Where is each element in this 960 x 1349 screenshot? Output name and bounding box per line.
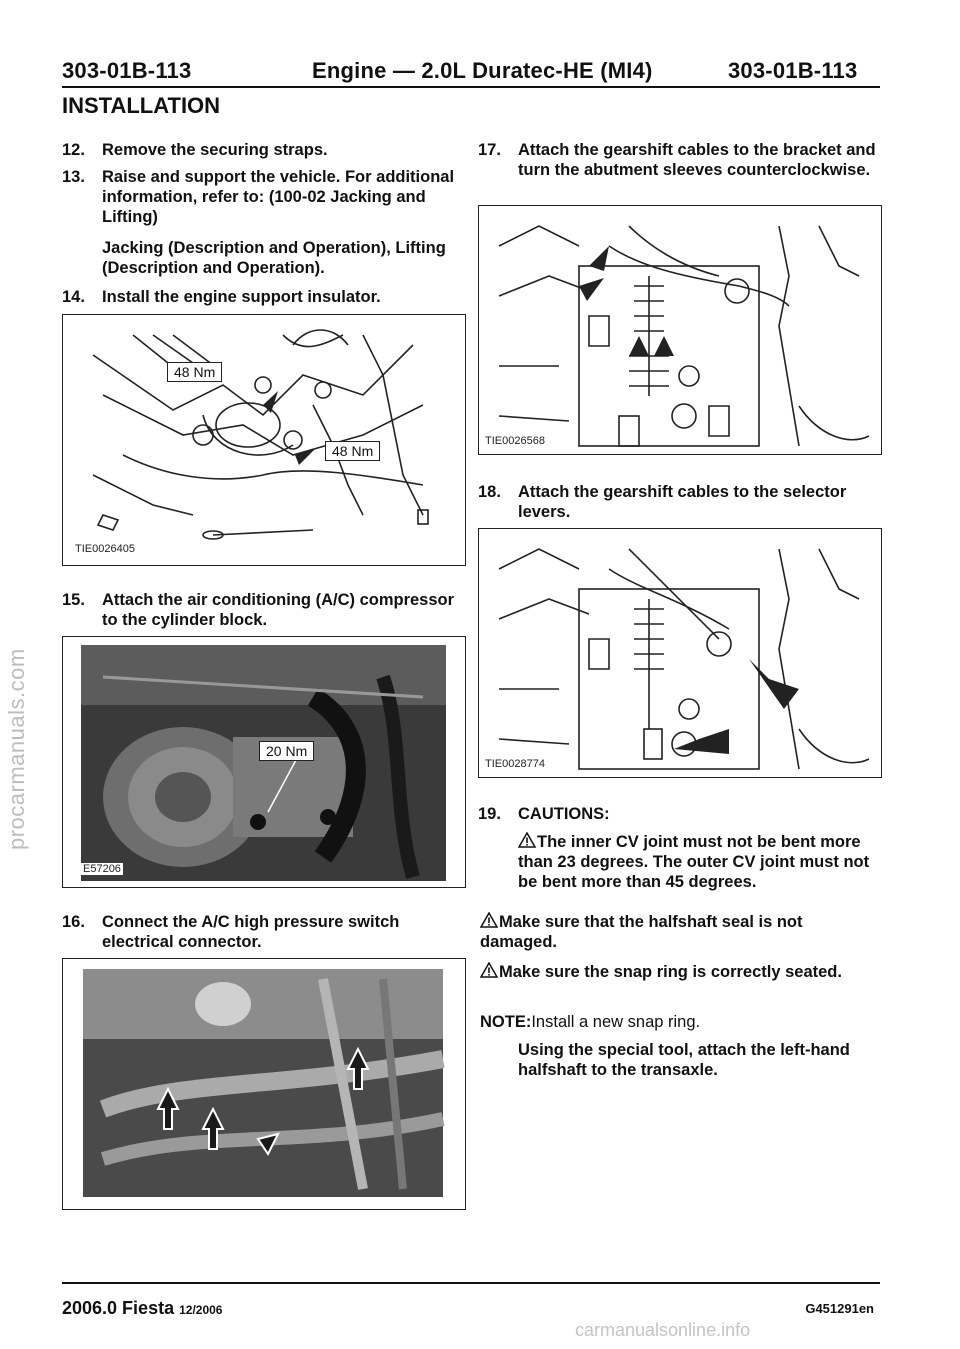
watermark-bottom: carmanualsonline.info	[575, 1320, 751, 1340]
engine-mount-drawing	[63, 315, 464, 564]
figure-id: TIE0026405	[75, 543, 135, 555]
footer-model-name: 2006.0 Fiesta	[62, 1298, 175, 1318]
ac-pressure-switch-photo	[63, 959, 464, 1208]
figure-id: TIE0026568	[485, 435, 545, 447]
footer-code: G451291en	[805, 1301, 874, 1316]
step-18	[478, 482, 880, 522]
header-title: Engine — 2.0L Duratec-HE (MI4)	[312, 58, 653, 83]
step-text: Attach the gearshift cables to the bracket and turn the abutment sleeves counterclockwise.	[518, 141, 876, 179]
step-12	[62, 140, 462, 160]
header-page-number-left: 303-01B-113	[62, 58, 192, 83]
step-text: Raise and support the vehicle. For additional information, refer to: (100-02 Jacking and Lifting)	[102, 168, 455, 226]
gearshift-bracket-drawing	[479, 206, 880, 453]
step-text: Install the engine support insulator.	[102, 288, 381, 306]
step-15	[62, 590, 462, 630]
step-13	[62, 167, 462, 227]
figure-engine-support-insulator	[62, 314, 466, 566]
caution-halfshaft-seal	[480, 912, 880, 952]
step-16	[62, 912, 462, 952]
step-text: Attach the air conditioning (A/C) compressor to the cylinder block.	[102, 591, 455, 629]
step-number: 18.	[478, 483, 501, 501]
footer-rule	[62, 1282, 880, 1284]
step-text: Remove the securing straps.	[102, 141, 328, 159]
step-number: 19.	[478, 805, 501, 823]
figure-ac-pressure-switch	[62, 958, 466, 1210]
warning-triangle-icon	[480, 912, 498, 928]
step-19	[478, 804, 880, 824]
step-number: 12.	[62, 141, 85, 159]
figure-id: TIE0028774	[485, 758, 545, 770]
note-text: Install a new snap ring.	[531, 1013, 701, 1031]
figure-id: E57206	[83, 863, 121, 875]
step-14	[62, 287, 462, 307]
footer-date: 12/2006	[179, 1303, 223, 1317]
footer-model	[62, 1298, 222, 1319]
torque-label-upper: 48 Nm	[167, 362, 222, 382]
figure-gearshift-selector-levers	[478, 528, 882, 778]
header-page-number-right: 303-01B-113	[728, 58, 858, 83]
watermark-left: procarmanuals.com	[4, 648, 29, 850]
header-rule	[62, 86, 880, 88]
selector-levers-drawing	[479, 529, 880, 776]
figure-gearshift-cables-bracket	[478, 205, 882, 455]
step-text: Attach the gearshift cables to the selector levers.	[518, 483, 847, 521]
step-number: 14.	[62, 288, 85, 306]
step-text: Connect the A/C high pressure switch electrical connector.	[102, 913, 400, 951]
caution-text: The inner CV joint must not be bent more than 23 degrees. The outer CV joint must not be bent more than 45 degrees.	[518, 833, 870, 891]
caution-cv-joint	[518, 832, 878, 892]
figure-ac-compressor	[62, 636, 466, 888]
step-number: 17.	[478, 141, 501, 159]
step-number: 16.	[62, 913, 85, 931]
caution-snap-ring	[480, 962, 880, 982]
caution-text: Make sure the snap ring is correctly seated.	[499, 963, 842, 981]
torque-label: 20 Nm	[259, 741, 314, 761]
note-label: NOTE:	[480, 1013, 532, 1031]
step-number: 15.	[62, 591, 85, 609]
torque-label-lower: 48 Nm	[325, 441, 380, 461]
warning-triangle-icon	[518, 832, 536, 848]
note	[480, 1012, 880, 1032]
caution-text: Make sure that the halfshaft seal is not damaged.	[480, 913, 803, 951]
ac-compressor-photo	[63, 637, 464, 886]
section-title: INSTALLATION	[62, 93, 221, 118]
step-13-subtext: Jacking (Description and Operation), Lifting (Description and Operation).	[102, 239, 446, 277]
step-number: 13.	[62, 168, 85, 186]
step-17	[478, 140, 880, 180]
cautions-heading: CAUTIONS:	[518, 805, 610, 823]
warning-triangle-icon	[480, 962, 498, 978]
step-19-instruction: Using the special tool, attach the left-hand halfshaft to the transaxle.	[518, 1041, 850, 1079]
